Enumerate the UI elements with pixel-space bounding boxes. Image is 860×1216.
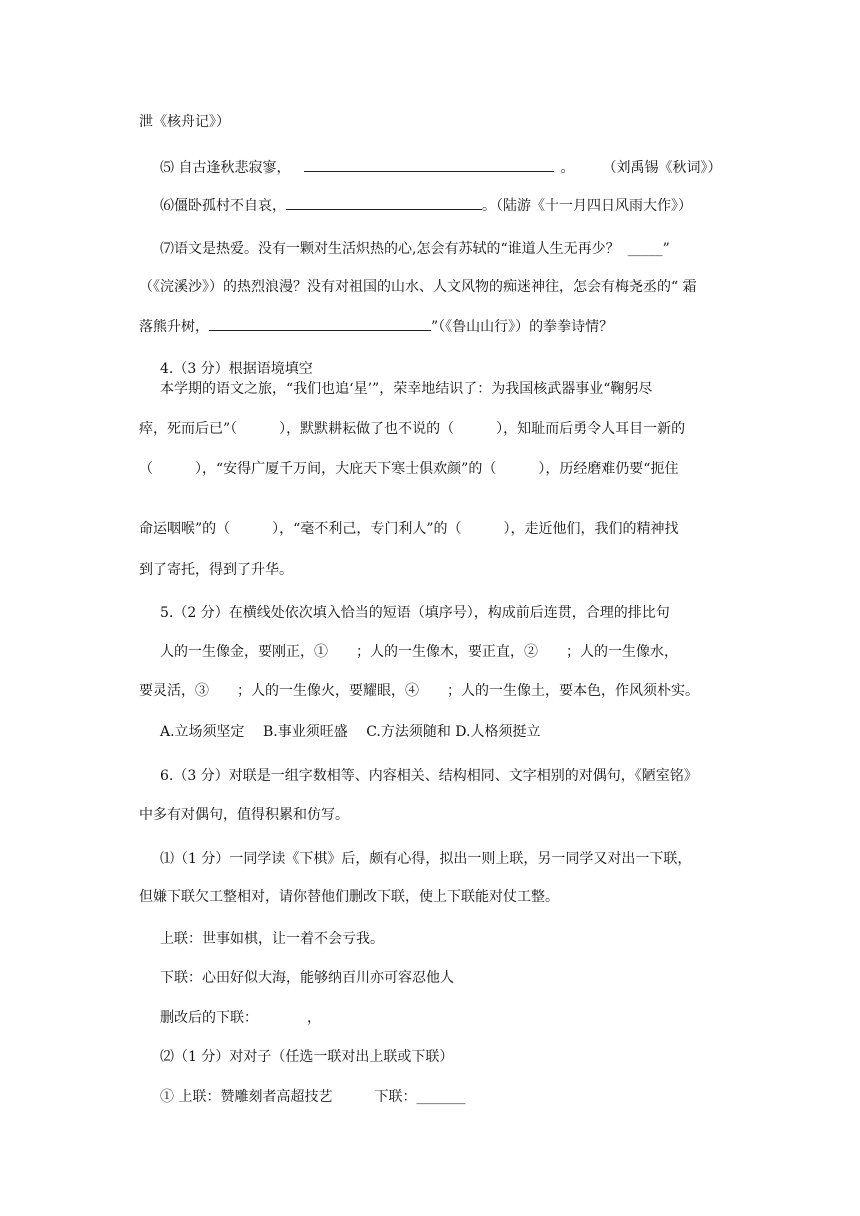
text-line	[160, 379, 652, 399]
text: ⑴（1 分）一同学读《下棋》后，颇有心得，拟出一则上联，另一同学又对出一下联，	[160, 851, 692, 867]
text: ”（《鲁山山行》）的拳拳诗情？	[431, 319, 614, 335]
text: 要灵活，③ ；人的一生像火，要耀眼，④ ；人的一生像土，要本色，作风须朴实。	[139, 683, 699, 699]
text: 下联：心田好似大海，能够纳百川亦可容忍他人	[160, 970, 454, 986]
question-4-heading	[160, 359, 313, 379]
text: 5.（2 分）在横线处依次填入恰当的短语（填序号），构成前后连贯，合理的排比句	[160, 605, 670, 621]
text-line	[139, 112, 230, 132]
text: ⑹僵卧孤村不自哀，	[160, 198, 286, 214]
text: A.立场须坚定 B.事业须旺盛 C.方法须随和 D.人格须挺立	[160, 724, 541, 740]
text: 。（陆游《十一月四日风雨大作》）	[482, 198, 692, 214]
text: 瘁，死而后已”（ ），默默耕耘做了也不说的（ ），知耻而后勇令人耳目一新的	[139, 421, 686, 437]
text: 。	[560, 160, 575, 176]
answer-blank[interactable]	[286, 195, 482, 210]
text-line	[160, 642, 678, 662]
answer-blank[interactable]: _______	[416, 1089, 466, 1105]
text-line	[139, 316, 613, 336]
text: 本学期的语文之旅，“我们也追‘星’”，荣幸地结识了：为我国核武器事业“鞠躬尽	[160, 381, 653, 397]
poem-line-7	[160, 239, 670, 259]
text-line	[139, 459, 678, 479]
text: 中多有对偶句，值得积累和仿写。	[139, 807, 349, 823]
text: 人的一生像金，要刚正，① ；人的一生像木，要正直，② ；人的一生像水，	[160, 644, 678, 660]
upper-couplet	[160, 929, 384, 949]
text: （ ），“安得广厦千万间，大庇天下寒士俱欢颜”的（ ），历经磨难仍要“扼住	[139, 461, 679, 477]
text: ① 上联：赞雕刻者高超技艺 下联：	[160, 1089, 417, 1105]
text-line	[139, 419, 685, 439]
lower-couplet	[160, 968, 454, 988]
text: （刘禹锡《秋词》）	[602, 160, 722, 176]
text: ⑵（1 分）对对子（任选一联对出上联或下联）	[160, 1049, 454, 1065]
text: 6.（3 分）对联是一组字数相等、内容相关、结构相同、文字相别的对偶句，《陋室铭》	[160, 768, 698, 784]
text: 删改后的下联： ，	[160, 1010, 321, 1026]
text: 命运咽喉”的（ ），“毫不利己，专门利人”的（ ），走近他们，我们的精神找	[139, 521, 679, 537]
answer-blank[interactable]	[304, 157, 554, 172]
question-6-heading	[160, 766, 698, 786]
couplet-exercise-1	[160, 1087, 465, 1107]
answer-blank[interactable]: _____	[627, 241, 663, 257]
text-line	[139, 887, 559, 907]
text-line	[160, 849, 691, 869]
poem-line-6	[160, 195, 692, 215]
text: 落熊升树，	[139, 319, 209, 335]
text: 上联：世事如棋，让一着不会亏我。	[160, 931, 384, 947]
options-line	[160, 722, 541, 742]
poem-line-5	[160, 157, 721, 177]
text: ⑺语文是热爱。没有一颗对生活炽热的心,怎会有苏轼的“谁道人生无再少？	[160, 241, 620, 257]
text: 但嫌下联欠工整相对，请你替他们删改下联，使上下联能对仗工整。	[139, 889, 559, 905]
text-line	[139, 805, 349, 825]
text: 到了寄托，得到了升华。	[139, 562, 293, 578]
answer-blank[interactable]	[209, 316, 431, 331]
text-line	[139, 519, 678, 539]
revised-couplet	[160, 1008, 321, 1028]
text-line	[139, 560, 293, 580]
text: 4.（3 分）根据语境填空	[160, 361, 313, 377]
text: 泄《核舟记》）	[139, 114, 230, 130]
text-line	[139, 277, 697, 297]
question-5-heading	[160, 603, 670, 623]
text: ⑸ 自古逢秋悲寂寥，	[160, 160, 291, 176]
text: （《浣溪沙》）的热烈浪漫？没有对祖国的山水、人文风物的痴迷神往，怎会有梅尧丞的“ 霜	[139, 279, 697, 295]
text-line	[139, 681, 699, 701]
text: ”	[662, 241, 670, 257]
question-6-2-heading	[160, 1047, 453, 1067]
